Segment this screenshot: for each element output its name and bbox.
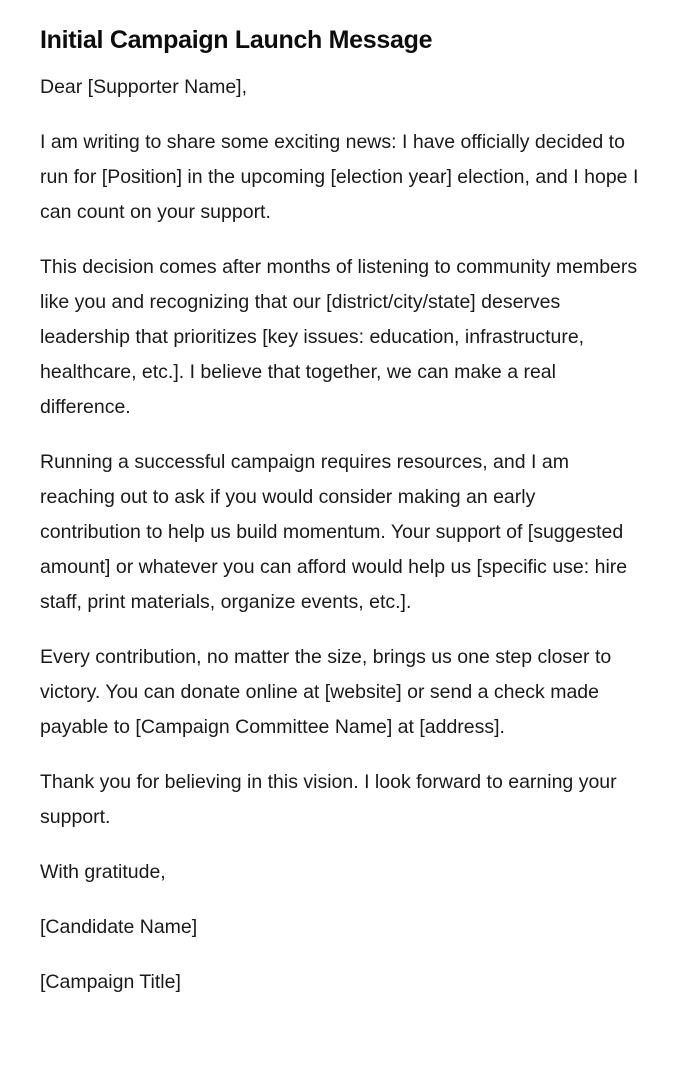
body-paragraph-4: Every contribution, no matter the size, brings us one step closer to victory. You can donate online at [website] or send a check made payable to [Campaign Committee Name] at [address]. — [40, 646, 612, 738]
body-paragraph-3: Running a successful campaign requires resources, and I am reaching out to ask if you would consider making an early contribution to help us build momentum. Your support of [suggested amount] or whatever you can afford would help us [specific use: hire staff, print materials, organize events, etc.]. — [40, 451, 628, 613]
body-paragraph-1: I am writing to share some exciting news: I have officially decided to run for [Position] in the upcoming [election year] election, and I hope I can count on your support. — [40, 131, 639, 223]
document-title: Initial Campaign Launch Message — [40, 26, 433, 54]
signature-title: [Campaign Title] — [40, 971, 181, 993]
signature-name: [Candidate Name] — [40, 916, 198, 938]
closing: With gratitude, — [40, 861, 166, 883]
body-paragraph-2: This decision comes after months of listening to community members like you and recognizing that our [district/city/state] deserves leadership that prioritizes [key issues: education, infrastructure, healthcare, etc.]. I believe that together, we can make a real difference. — [40, 256, 638, 418]
body-paragraph-5: Thank you for believing in this vision. I look forward to earning your support. — [40, 771, 617, 828]
letter-document — [40, 22, 640, 1020]
salutation: Dear [Supporter Name], — [40, 76, 248, 98]
